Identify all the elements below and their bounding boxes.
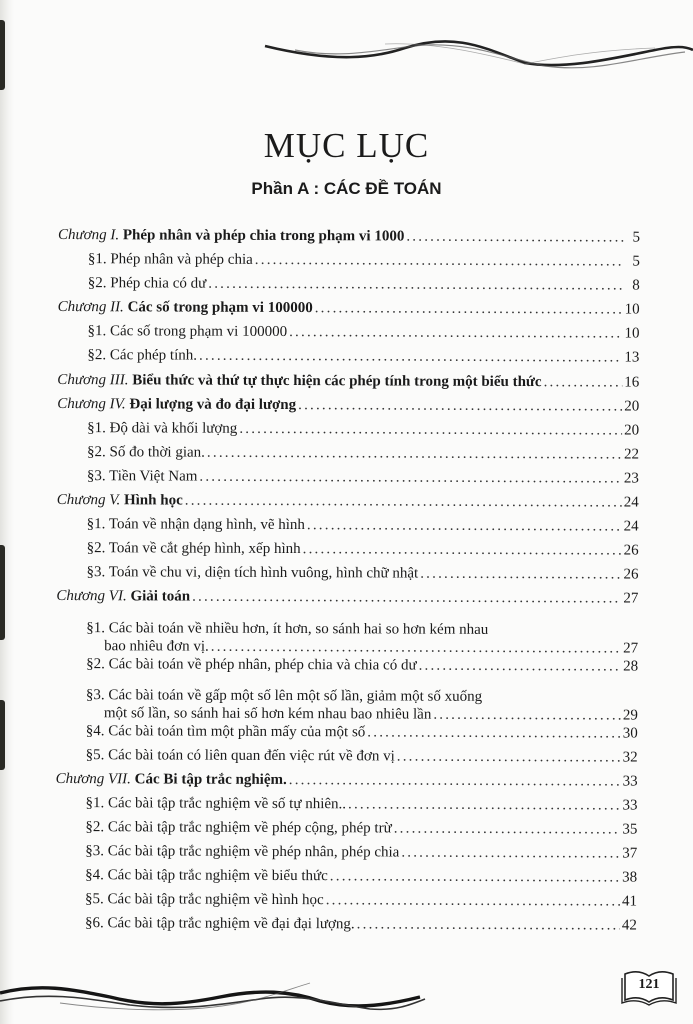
- toc-section-row[interactable]: [56, 746, 638, 773]
- dot-leader: [401, 844, 620, 863]
- toc-page-number: 20: [624, 398, 640, 415]
- toc-section-row[interactable]: [56, 563, 638, 590]
- chapter-number: Chương III.: [57, 371, 129, 388]
- toc-section-row[interactable]: [57, 419, 639, 446]
- dot-leader: [239, 420, 622, 440]
- toc-section-row[interactable]: [57, 515, 639, 542]
- toc-entry-label-continued: một số lần, so sánh hai số hơn kém nhau bao nhiêu lần: [103, 704, 432, 723]
- toc-section-row[interactable]: [57, 322, 639, 349]
- toc-page-number: 13: [624, 349, 640, 367]
- page-title: MỤC LỤC: [263, 126, 430, 165]
- dot-leader: [307, 516, 622, 535]
- toc-page-number: 35: [622, 821, 638, 838]
- dot-leader: [348, 795, 621, 814]
- dot-leader: [394, 819, 621, 838]
- toc-entry-label: §2. Các bài toán về phép nhân, phép chia và chia có dư: [86, 655, 417, 674]
- chapter-title: Giải toán: [130, 588, 191, 605]
- chapter-title: Hình học: [123, 492, 183, 509]
- toc-chapter-row[interactable]: [57, 395, 639, 422]
- toc-entry-label: §2. Các bài tập trắc nghiệm về phép cộng, phép trừ: [85, 819, 392, 837]
- toc-entry-label: §1. Các bài tập trắc nghiệm về số tự nhiên..: [85, 795, 347, 813]
- toc-entry-label: §4. Các bài toán tìm một phần mấy của một số: [85, 722, 366, 740]
- toc-page-number: 26: [623, 542, 639, 559]
- toc-page-number: 5: [632, 229, 640, 246]
- dot-leader: [185, 492, 622, 512]
- dot-leader: [419, 656, 622, 675]
- toc-chapter-row[interactable]: [56, 587, 638, 614]
- toc-chapter-row[interactable]: [57, 491, 639, 518]
- toc-entry-label: [56, 587, 190, 606]
- toc-entry-label: §2. Phép chia có dư: [87, 275, 207, 292]
- toc-page-number: 33: [622, 773, 638, 790]
- toc-entry-label: [57, 395, 296, 414]
- chapter-number: Chương IV.: [57, 395, 126, 412]
- dot-leader: [315, 299, 623, 318]
- chapter-number: Chương VII.: [55, 770, 131, 788]
- toc-entry-label: §2. Số đo thời gian.: [86, 443, 205, 461]
- toc-entry-label: §3. Toán về chu vi, diện tích hình vuông, hình chữ nhật: [86, 564, 419, 582]
- chapter-title: Biểu thức và thứ tự thực hiện các phép tính trong một biểu thức: [132, 371, 542, 390]
- toc-section-row[interactable]: [55, 794, 637, 821]
- page-number-badge: [619, 968, 679, 1008]
- toc-page-number: 29: [622, 707, 638, 724]
- dot-leader: [433, 705, 621, 724]
- part-heading: Phần A : CÁC ĐỀ TOÁN: [251, 179, 442, 198]
- toc-chapter-row[interactable]: [56, 770, 638, 797]
- dot-leader: [326, 891, 620, 910]
- toc-entry-label: §3. Các bài toán về gấp một số lên một số lần, giảm một số xuống: [85, 686, 483, 705]
- toc-entry-label: §5. Các bài tập trắc nghiệm về hình học: [85, 891, 324, 909]
- chapter-number: Chương V.: [56, 492, 121, 509]
- toc-entry-label: §1. Độ dài và khối lượng: [87, 419, 238, 437]
- toc-page-number: 42: [621, 917, 637, 934]
- dot-leader: [199, 468, 622, 488]
- chapter-title: Các số trong phạm vi 100000: [127, 299, 313, 317]
- decorative-swirl-bottom-icon: [0, 975, 430, 1020]
- chapter-title: Phép nhân và phép chia trong phạm vi 1000: [122, 227, 405, 245]
- dot-leader: [199, 347, 622, 367]
- toc-page-number: 32: [622, 749, 638, 766]
- toc-section-row[interactable]: [57, 539, 639, 566]
- toc-section-row[interactable]: [56, 679, 638, 725]
- toc-page-number: 27: [623, 590, 639, 607]
- toc-section-row[interactable]: [55, 818, 637, 845]
- toc-page-number: 16: [624, 374, 640, 391]
- toc-entry-label: [57, 371, 541, 391]
- toc-page-number: 28: [623, 657, 639, 675]
- dot-leader: [397, 747, 621, 766]
- dot-leader: [303, 540, 622, 559]
- toc-entry-label: [56, 770, 287, 789]
- toc-chapter-row[interactable]: [57, 371, 639, 398]
- toc-page-number: 38: [622, 869, 638, 886]
- dot-leader: [211, 637, 621, 657]
- toc-entry-label: §1. Các bài toán về nhiều hơn, ít hơn, so sánh hai so hơn kém nhau: [86, 619, 489, 638]
- dot-leader: [367, 723, 621, 742]
- toc-section-row[interactable]: [55, 890, 637, 917]
- toc-page-number: 20: [624, 422, 640, 439]
- toc-entry-label: §2. Toán về cắt ghép hình, xếp hình: [86, 540, 301, 558]
- toc-section-row[interactable]: [55, 914, 637, 941]
- toc-chapter-row[interactable]: [58, 226, 640, 253]
- toc-entry-label: [57, 491, 183, 510]
- toc-entry-label: §6. Các bài tập trắc nghiệm về đại đại lượng.: [84, 915, 355, 933]
- toc-page-number: 24: [623, 518, 639, 535]
- chapter-title: Các Bi tập trắc nghiệm.: [134, 771, 287, 788]
- dot-leader: [298, 396, 622, 415]
- chapter-number: Chương I.: [57, 226, 120, 244]
- dot-leader: [357, 916, 620, 935]
- toc-section-row[interactable]: [57, 346, 639, 373]
- toc-chapter-row[interactable]: [58, 298, 640, 325]
- table-of-contents: [55, 226, 640, 941]
- toc-section-row[interactable]: [56, 722, 638, 749]
- toc-entry-label-continued: bao nhiêu đơn vị.: [104, 637, 209, 655]
- dot-leader: [207, 443, 622, 463]
- toc-page-number: 33: [622, 797, 638, 814]
- toc-entry-label: §1. Phép nhân và phép chia: [87, 251, 253, 268]
- page-number: 121: [638, 977, 660, 992]
- spine-mark: [0, 545, 5, 640]
- dot-leader: [420, 565, 621, 584]
- toc-section-row[interactable]: [57, 443, 639, 470]
- dot-leader: [192, 588, 621, 608]
- chapter-number: Chương VI.: [56, 588, 127, 605]
- toc-entry-label: [58, 298, 313, 317]
- toc-section-row[interactable]: [57, 467, 639, 494]
- toc-section-row[interactable]: [55, 842, 637, 869]
- dot-leader: [330, 867, 620, 886]
- spine-mark: [0, 20, 5, 90]
- toc-section-row[interactable]: [56, 654, 638, 681]
- toc-page-number: 10: [624, 301, 640, 318]
- dot-leader: [289, 771, 621, 790]
- spine-mark: [0, 700, 5, 770]
- dot-leader: [255, 251, 624, 271]
- chapter-number: Chương II.: [57, 299, 124, 316]
- dot-leader: [406, 228, 624, 247]
- toc-page-number: 10: [624, 325, 640, 342]
- dot-leader: [289, 323, 622, 342]
- toc-entry-label: §3. Các bài tập trắc nghiệm về phép nhân, phép chia: [85, 843, 400, 861]
- toc-entry-label: [58, 226, 404, 246]
- toc-page-number: 27: [623, 639, 639, 657]
- toc-entry-label: §1. Toán về nhận dạng hình, vẽ hình: [86, 516, 305, 534]
- toc-page-number: 37: [622, 845, 638, 862]
- chapter-title: Đại lượng và đo đại lượng: [129, 395, 297, 413]
- toc-entry-label: §5. Các bài toán có liên quan đến việc rút về đơn vị: [85, 746, 395, 765]
- toc-page-number: 8: [632, 277, 640, 294]
- toc-page-number: 5: [632, 253, 640, 270]
- toc-page-number: 23: [623, 470, 639, 487]
- toc-entry-label: §3. Tiền Việt Nam: [86, 468, 198, 485]
- dot-leader: [208, 275, 624, 295]
- toc-page-number: 30: [622, 725, 638, 742]
- toc-section-row[interactable]: [55, 866, 637, 893]
- toc-section-row[interactable]: [56, 611, 638, 657]
- toc-entry-label: §4. Các bài tập trắc nghiệm về biểu thức: [85, 867, 328, 885]
- toc-section-row[interactable]: [58, 250, 640, 277]
- dot-leader: [544, 373, 623, 391]
- decorative-swirl-top-icon: [255, 18, 693, 78]
- toc-section-row[interactable]: [58, 274, 640, 301]
- toc-entry-label: §2. Các phép tính.: [87, 347, 198, 365]
- toc-page-number: 26: [623, 566, 639, 583]
- toc-entry-label: §1. Các số trong phạm vi 100000: [87, 323, 288, 341]
- toc-page-number: 22: [623, 446, 640, 463]
- toc-page-number: 41: [622, 893, 638, 910]
- toc-page-number: 24: [623, 494, 639, 511]
